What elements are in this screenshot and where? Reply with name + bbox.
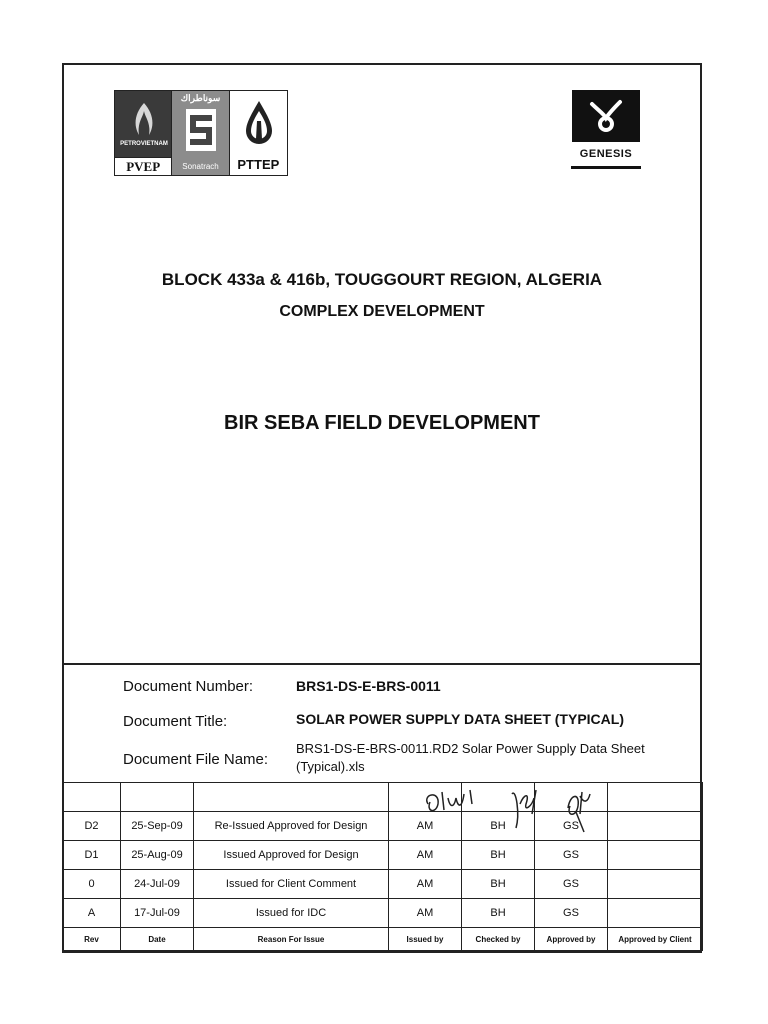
revision-header-row [63,928,703,951]
revision-cell-client [608,841,703,870]
revision-cell-reason: Issued for Client Comment [194,870,389,899]
oil-drop-icon [244,99,274,149]
revision-cell-approved: GS [535,841,608,870]
genesis-name: GENESIS [579,148,633,160]
document-number-value: BRS1-DS-E-BRS-0011 [296,678,441,694]
revision-cell-date: 25-Aug-09 [121,841,194,870]
field-development-title: BIR SEBA FIELD DEVELOPMENT [224,412,540,434]
header-checked-by: Checked by [462,928,535,951]
revision-cell-rev: D2 [63,812,121,841]
document-title-value: SOLAR POWER SUPPLY DATA SHEET (TYPICAL) [296,711,624,727]
genesis-emblem-icon [586,96,626,136]
header-approved-by-client: Approved by Client [608,928,703,951]
revision-row [63,899,703,928]
document-file-value-line1: BRS1-DS-E-BRS-0011.RD2 Solar Power Supply Data Sheet [296,741,645,756]
header-date: Date [121,928,194,951]
header-approved-by: Approved by [535,928,608,951]
revision-cell-approved: GS [535,899,608,928]
pvep-small-text: PETROVIETNAM [120,141,168,147]
pvep-name: PVEP [115,157,171,175]
header-reason: Reason For Issue [194,928,389,951]
project-subtitle: COMPLEX DEVELOPMENT [279,303,485,320]
revision-cell-client [608,870,703,899]
revision-cell-date: 17-Jul-09 [121,899,194,928]
revision-cell-rev: D1 [63,841,121,870]
genesis-underline [571,166,641,169]
document-number-label: Document Number: [123,678,254,695]
revision-cell-checked: BH [462,870,535,899]
revision-cell-checked: BH [462,812,535,841]
signature-marks [420,784,620,840]
revision-cell-reason: Re-Issued Approved for Design [194,812,389,841]
pttep-logo [230,91,287,175]
sonatrach-emblem-icon [186,109,216,151]
revision-cell-issued: AM [389,899,462,928]
revision-cell-client [608,899,703,928]
revision-cell-client [608,812,703,841]
flame-icon [129,101,159,137]
sonatrach-name: Sonatrach [182,162,219,171]
revision-row [63,870,703,899]
revision-row [63,841,703,870]
revision-cell-approved: GS [535,812,608,841]
revision-cell-date: 24-Jul-09 [121,870,194,899]
pvep-logo [115,91,172,175]
document-file-label: Document File Name: [123,751,269,768]
pttep-name: PTTEP [237,157,280,172]
header-rev: Rev [63,928,121,951]
sonatrach-arabic-name: سوناطراك [180,93,221,103]
revision-cell-issued: AM [389,841,462,870]
revision-cell-rev: A [63,899,121,928]
revision-cell-approved: GS [535,870,608,899]
section-divider [62,663,702,665]
revision-cell-issued: AM [389,812,462,841]
project-location-title: BLOCK 433a & 416b, TOUGGOURT REGION, ALGERIA [161,270,603,289]
revision-cell-reason: Issued for IDC [194,899,389,928]
document-file-value-line2: (Typical).xls [296,759,365,774]
partner-logos [114,90,288,176]
header-issued-by: Issued by [389,928,462,951]
revision-cell-issued: AM [389,870,462,899]
genesis-logo [571,90,641,172]
revision-cell-date: 25-Sep-09 [121,812,194,841]
sonatrach-logo [172,91,229,175]
revision-cell-checked: BH [462,841,535,870]
revision-cell-reason: Issued Approved for Design [194,841,389,870]
revision-cell-rev: 0 [63,870,121,899]
document-title-label: Document Title: [123,713,228,730]
revision-cell-checked: BH [462,899,535,928]
